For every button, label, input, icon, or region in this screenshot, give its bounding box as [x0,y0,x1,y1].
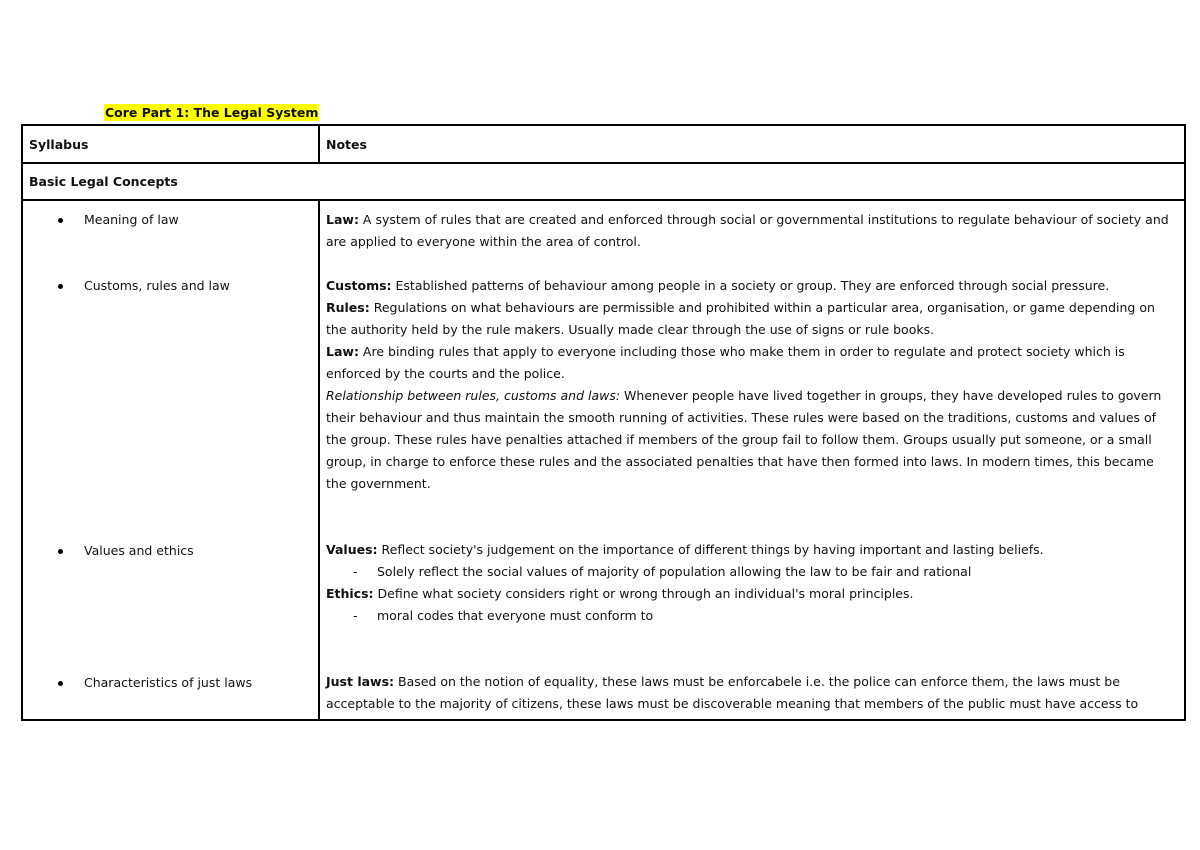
note-text: Are binding rules that apply to everyone including those who make them in order to regulate and protect society which is enforced by the courts and the police. [326,344,1125,381]
note-text: Whenever people have lived together in groups, they have developed rules to govern their behaviour and thus maintain the smooth running of activities. These rules were based on the traditions, customs and values of the group. These rules have penalties attached if members of the group fail to follow them. Groups usually put someone, or a small group, in charge to enforce these rules and the associated penalties that have then formed into laws. In modern times, this became the government. [326,388,1162,491]
topic-item [29,209,179,231]
dash-marker: - [353,564,358,579]
topic-item [29,672,252,694]
just-laws-note [326,671,1178,715]
section-title: Basic Legal Concepts [22,163,1185,200]
ethics-sub-item [326,605,1178,627]
law-note [326,209,1178,253]
topic-label: Meaning of law [84,212,179,227]
topic-item [29,275,230,297]
bullet-icon [58,218,63,223]
table-header-row [22,125,1185,163]
note-term: Values: [326,542,378,557]
note-text: A system of rules that are created and enforced through social or governmental institutions to regulate behaviour of society and are applied to everyone within the area of control. [326,212,1169,249]
values-note [326,539,1178,561]
bullet-icon [58,284,63,289]
relationship-note [326,385,1178,495]
topic-label: Characteristics of just laws [84,675,253,690]
content-row [22,200,1185,720]
syllabus-header: Syllabus [22,125,319,163]
note-term: Ethics: [326,586,374,601]
notes-header: Notes [319,125,1185,163]
topic-label: Customs, rules and law [84,278,230,293]
dash-marker: - [353,608,358,623]
note-term: Law: [326,344,359,359]
note-term: Relationship between rules, customs and laws: [326,388,621,403]
law-binding-note [326,341,1178,385]
rules-note [326,297,1178,341]
ethics-note [326,583,1178,605]
note-text: Regulations on what behaviours are permissible and prohibited within a particular area, organisation, or game depending on the authority held by the rule makers. Usually made clear through the use of signs or rule books. [326,300,1155,337]
topic-label: Values and ethics [84,543,194,558]
syllabus-cell [22,200,319,720]
note-term: Customs: [326,278,392,293]
values-sub-item [326,561,1178,583]
topic-item [29,540,194,562]
document-title: Core Part 1: The Legal System [105,105,319,120]
notes-cell [319,200,1185,720]
bullet-icon [58,681,63,686]
sub-item-text: moral codes that everyone must conform to [377,608,654,623]
note-text: Define what society considers right or wrong through an individual's moral principles. [373,586,914,601]
customs-note [326,275,1178,297]
note-text: Established patterns of behaviour among people in a society or group. They are enforced through social pressure. [391,278,1110,293]
bullet-icon [58,549,63,554]
section-row [22,163,1185,200]
note-term: Just laws: [326,674,395,689]
note-text: Reflect society's judgement on the importance of different things by having important and lasting beliefs. [377,542,1044,557]
notes-table [21,124,1186,721]
note-text: Based on the notion of equality, these laws must be enforcabele i.e. the police can enforce them, the laws must be acceptable to the majority of citizens, these laws must be discoverable meaning that members of the public must have access to [326,674,1139,711]
note-term: Law: [326,212,359,227]
sub-item-text: Solely reflect the social values of majority of population allowing the law to be fair and rational [377,564,972,579]
note-term: Rules: [326,300,370,315]
